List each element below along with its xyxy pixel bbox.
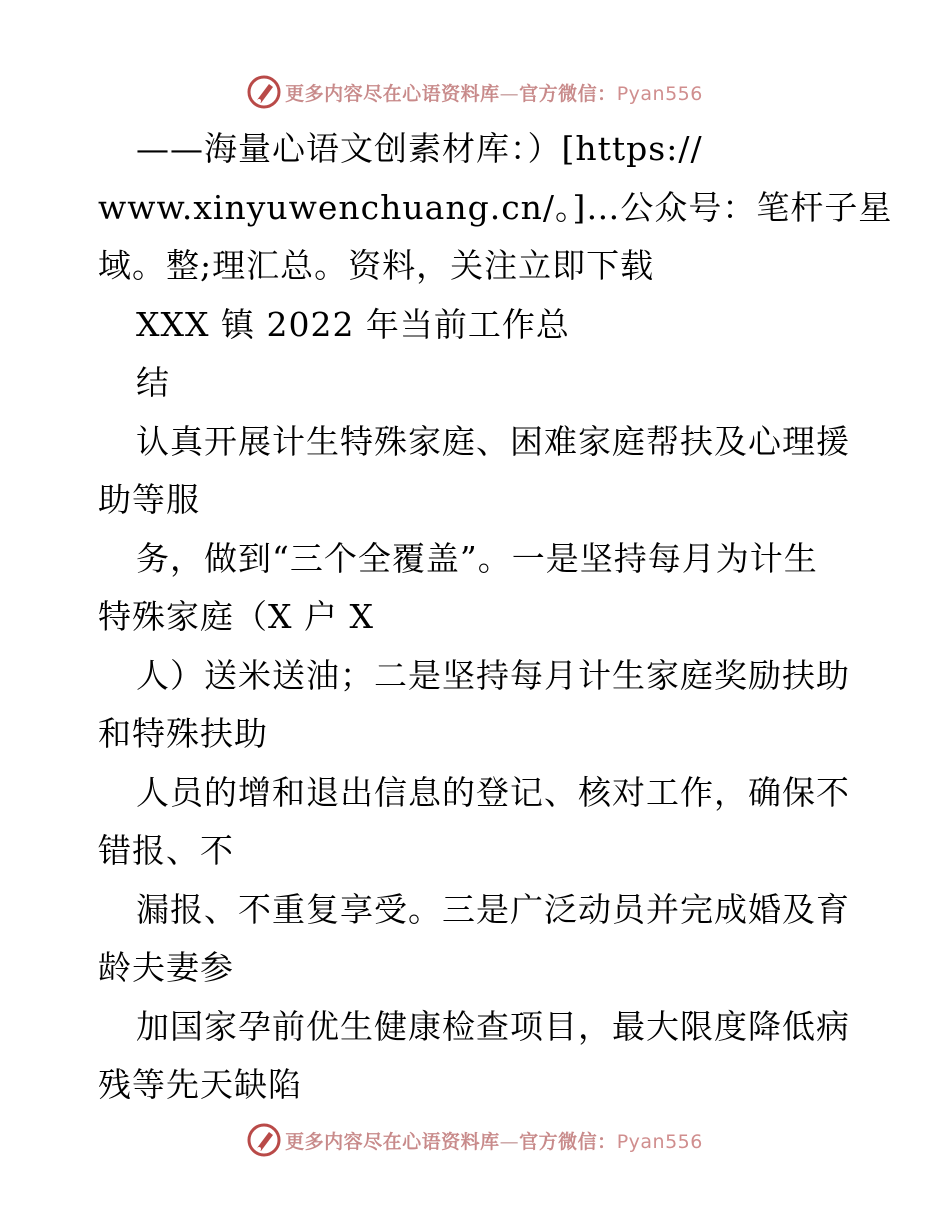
body-line: ——海量心语文创素材库：）[https:// xyxy=(136,129,703,168)
banner-handle: Pyan556 xyxy=(616,1130,703,1153)
pen-circle-icon xyxy=(247,1123,281,1157)
body-line: www.xinyuwenchuang.cn/。]…公众号：笔杆子星 xyxy=(98,187,893,227)
body-line: 助等服 xyxy=(98,480,200,519)
body-line: 加国家孕前优生健康检查项目，最大限度降低病 xyxy=(136,1006,850,1046)
body-line: 残等先天缺陷 xyxy=(98,1065,302,1104)
body-line: 认真开展计生特殊家庭、困难家庭帮扶及心理援 xyxy=(136,421,850,461)
doc-title-line: 结 xyxy=(136,363,170,402)
body-line: 特殊家庭（X 户 X xyxy=(98,597,374,636)
header-banner xyxy=(0,70,950,114)
body-line: 龄夫妻参 xyxy=(98,948,234,987)
pen-circle-icon xyxy=(247,75,281,109)
banner-suffix-label: 官方微信： xyxy=(519,1130,617,1153)
banner-main-text: 更多内容尽在心语资料库 xyxy=(285,82,500,105)
banner-text xyxy=(285,79,703,106)
banner-suffix-label: 官方微信： xyxy=(519,82,617,105)
document-body xyxy=(98,120,893,1115)
body-line: 人）送米送油；二是坚持每月计生家庭奖励扶助 xyxy=(136,655,850,695)
banner-separator: — xyxy=(499,1130,520,1153)
body-line: 务，做到“三个全覆盖”。一是坚持每月为计生 xyxy=(136,538,818,578)
body-line: 漏报、不重复享受。三是广泛动员并完成婚及育 xyxy=(136,889,850,929)
body-line: 错报、不 xyxy=(98,831,234,870)
body-line: 域。整;理汇总。资料，关注立即下载 xyxy=(98,246,655,285)
banner-separator: — xyxy=(499,82,520,105)
banner-handle: Pyan556 xyxy=(616,82,703,105)
banner-main-text: 更多内容尽在心语资料库 xyxy=(285,1130,500,1153)
body-line: 和特殊扶助 xyxy=(98,714,268,753)
doc-title-line: XXX 镇 2022 年当前工作总 xyxy=(136,304,570,344)
footer-banner xyxy=(0,1118,950,1162)
body-line: 人员的增和退出信息的登记、核对工作，确保不 xyxy=(136,772,850,812)
banner-text xyxy=(285,1127,703,1154)
